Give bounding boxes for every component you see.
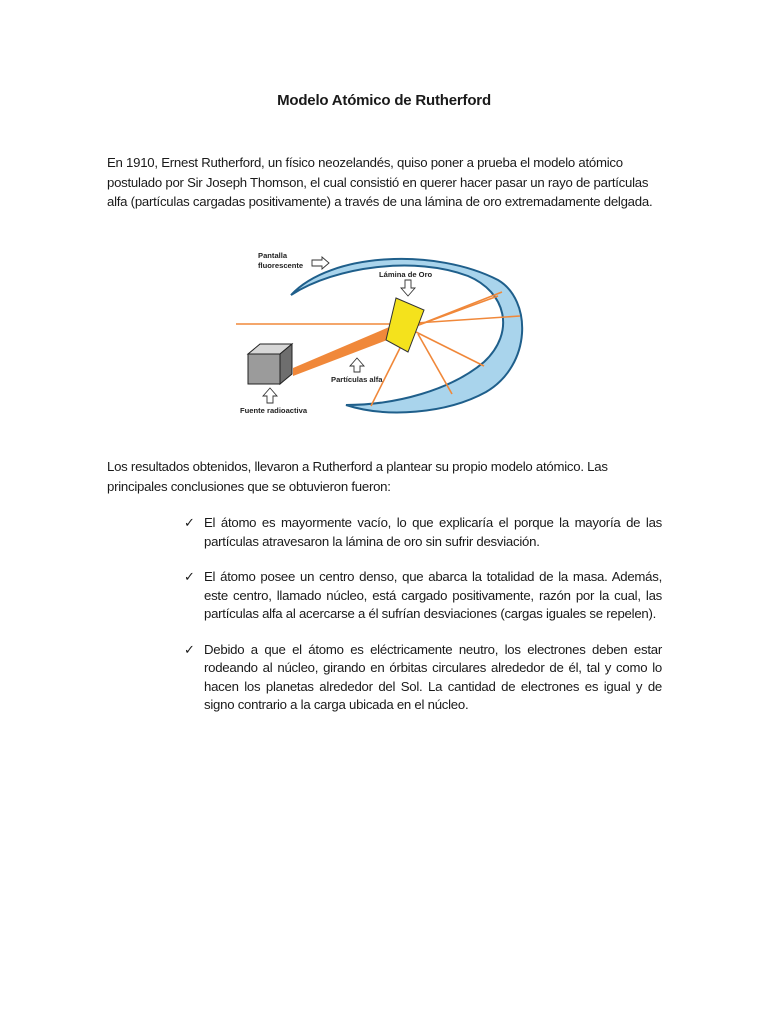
diagram-svg (236, 240, 536, 420)
screen-label-line2: fluorescente (258, 261, 304, 270)
conclusion-text: El átomo posee un centro denso, que abarca la totalidad de la masa. Además, este centro, llamado núcleo, está cargado positivamente, razón por la cual, las partículas alfa al acercarse a él sufrían desviaciones (cargas iguales se repelen). (204, 569, 662, 621)
screen-label-line1: Pantalla (258, 251, 288, 260)
screen-arrow-icon (312, 257, 329, 269)
particles-label: Partículas alfa (331, 375, 383, 384)
gold-foil (386, 298, 424, 352)
conclusion-item (184, 514, 662, 551)
beam-deflect-down-2 (418, 334, 452, 394)
source-arrow-icon (263, 388, 277, 403)
conclusions-list (184, 514, 662, 732)
conclusion-item (184, 641, 662, 715)
source-label: Fuente radioactiva (240, 406, 308, 415)
particles-arrow-icon (350, 358, 364, 372)
checkmark-icon: ✓ (184, 569, 195, 584)
checkmark-icon: ✓ (184, 515, 195, 530)
rutherford-experiment-diagram (236, 240, 536, 420)
checkmark-icon: ✓ (184, 641, 195, 657)
intro-paragraph: En 1910, Ernest Rutherford, un físico neozelandés, quiso poner a prueba el modelo atómico postulado por Sir Joseph Thomson, el cual consistió en querer hacer pasar un rayo de partículas alfa (partículas cargadas positivamente) a través de una lámina de oro extremadamente delgada. (107, 155, 653, 209)
foil-arrow-icon (401, 280, 415, 296)
results-paragraph: Los resultados obtenidos, llevaron a Rutherford a plantear su propio modelo atómico. Las principales conclusiones que se obtuvieron fueron: (107, 459, 608, 494)
page-title: Modelo Atómico de Rutherford (277, 92, 491, 109)
radioactive-source-box (248, 344, 292, 384)
foil-label: Lámina de Oro (379, 270, 433, 279)
conclusion-text: Debido a que el átomo es eléctricamente neutro, los electrones deben estar rodeando al núcleo, girando en órbitas circulares alrededor de él, tal y como lo hacen los planetas alrededor del Sol. La cantidad de electrones es igual y de signo contrario a la carga ubicada en el núcleo. (204, 641, 662, 712)
conclusion-text: El átomo es mayormente vacío, lo que explicaría el porque la mayoría de las partículas atravesaron la lámina de oro sin sufrir desviación. (204, 515, 662, 549)
conclusion-item (184, 568, 662, 624)
